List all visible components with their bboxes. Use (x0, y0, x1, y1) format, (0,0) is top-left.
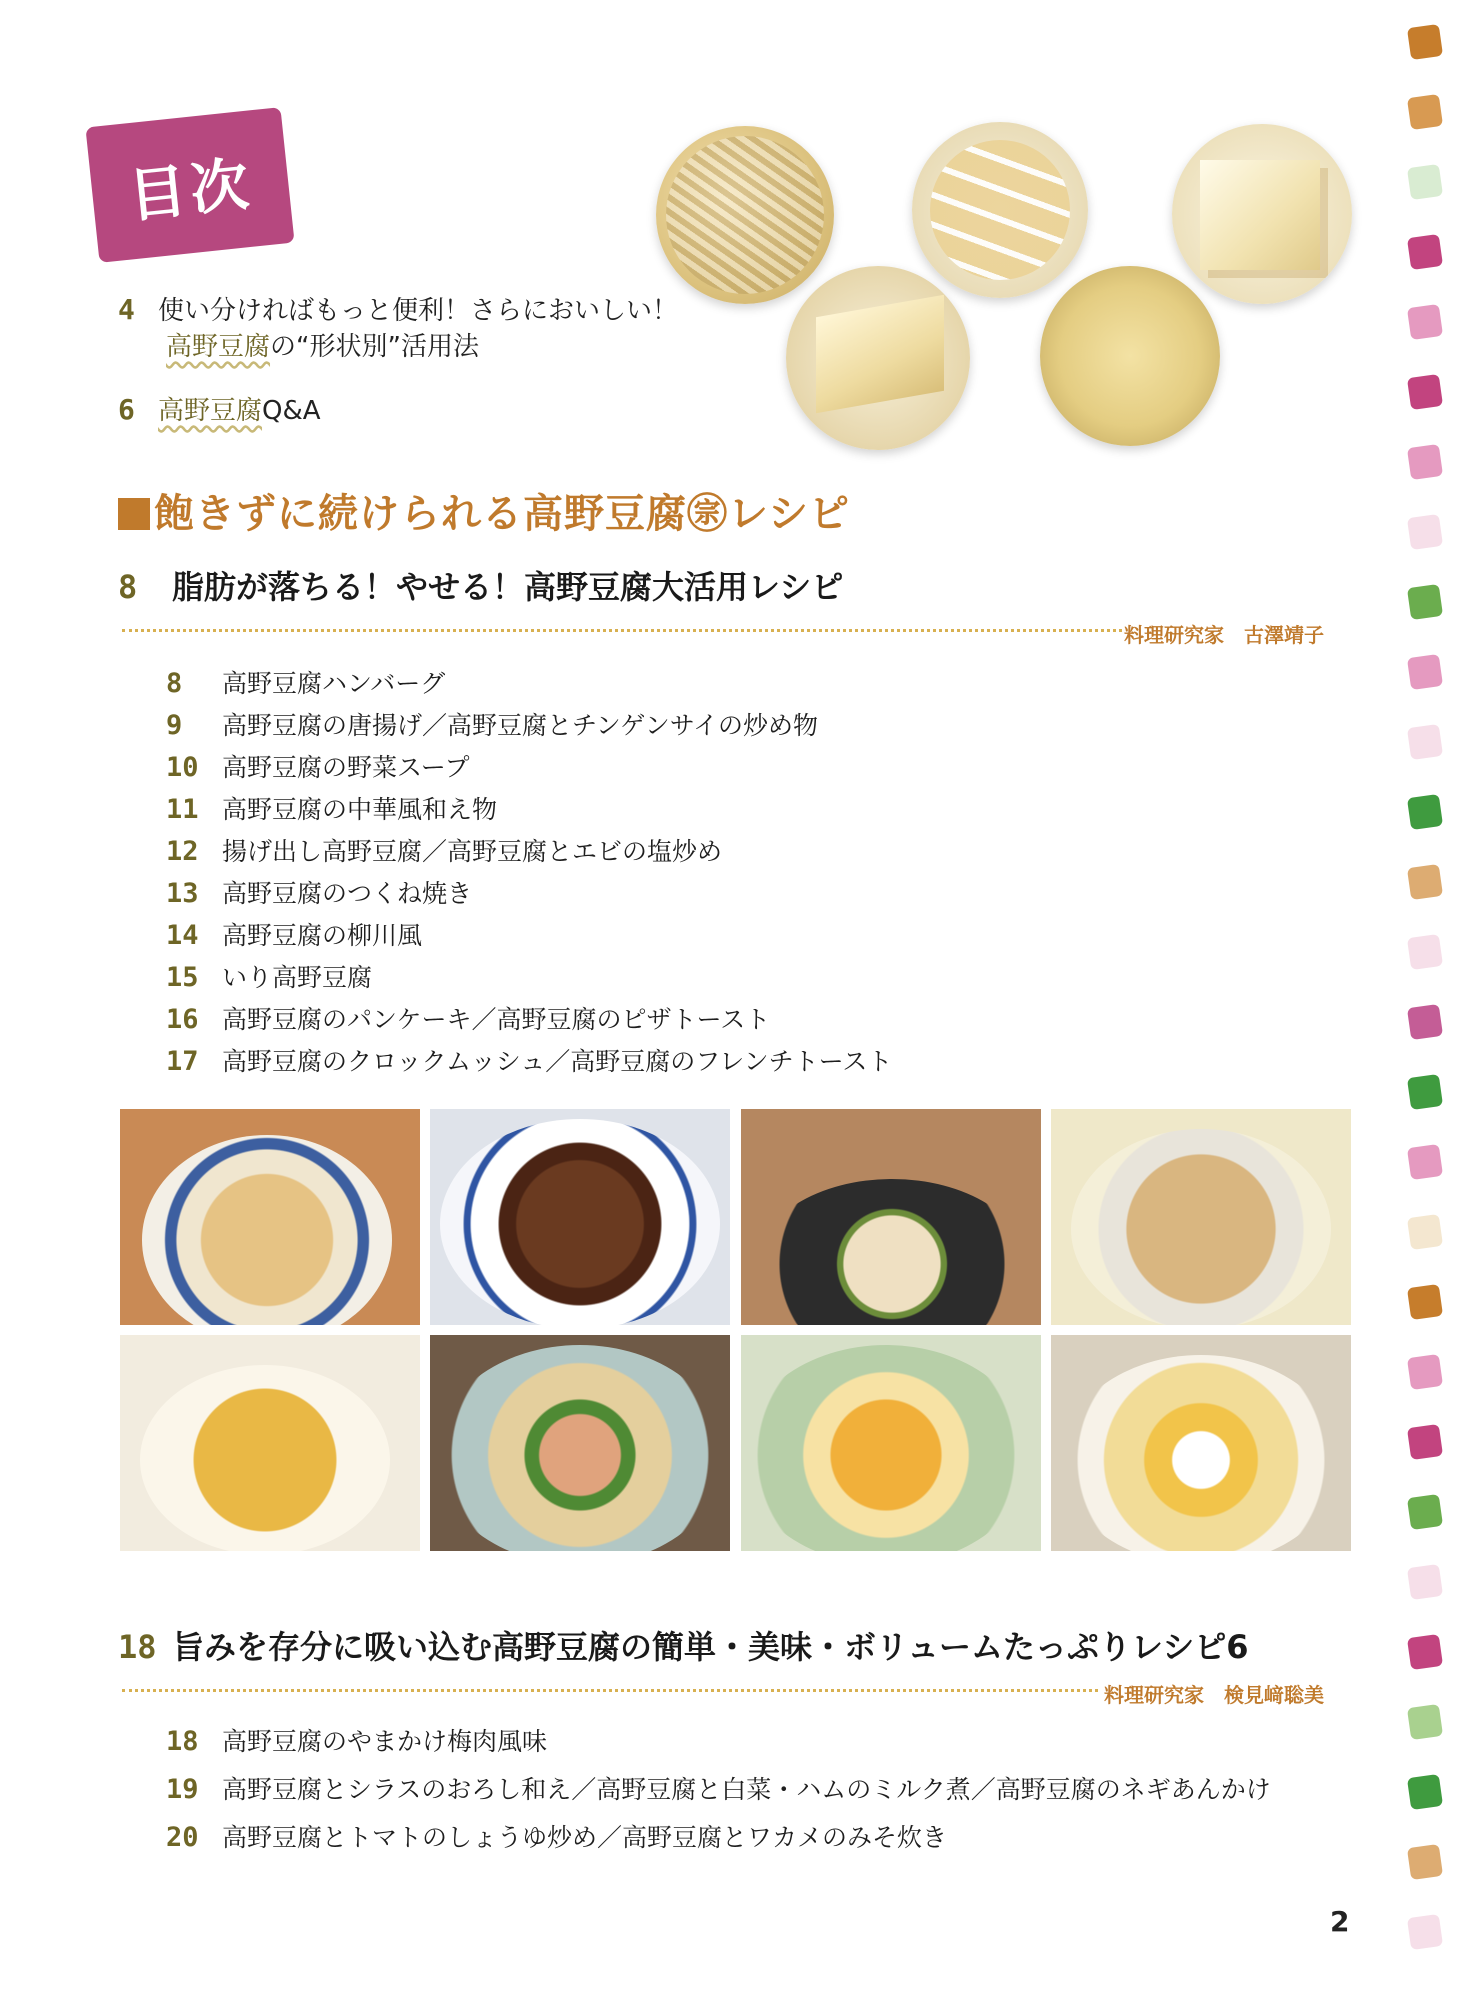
decorative-swatch (1407, 94, 1443, 130)
recipe-title: いり高野豆腐 (222, 963, 373, 992)
chapter-2-heading[interactable] (118, 1622, 1249, 1668)
page-number: 14 (166, 920, 199, 951)
chapter-title: 旨みを存分に吸い込む高野豆腐の簡単・美味・ボリュームたっぷりレシピ6 (172, 1628, 1249, 1666)
decorative-swatch (1407, 1214, 1443, 1250)
decorative-swatch (1407, 24, 1443, 60)
chapter-2-author: 料理研究家 検見﨑聡美 (1104, 1683, 1324, 1707)
recipe-title: 高野豆腐の野菜スープ (222, 753, 470, 782)
decorative-swatch (1407, 1494, 1443, 1530)
recipe-entry[interactable] (166, 1824, 947, 1851)
decorative-swatch (1407, 1144, 1443, 1180)
toc-entry-form-guide[interactable] (118, 290, 678, 327)
recipe-title: 高野豆腐ハンバーグ (222, 669, 446, 698)
photo-shrimp-stirfry (430, 1335, 730, 1551)
dotted-divider (122, 629, 1122, 632)
dotted-divider (122, 1689, 1098, 1692)
recipe-entry[interactable] (166, 1006, 770, 1033)
toc-entry-qa[interactable] (118, 390, 321, 427)
decorative-swatch (1407, 1634, 1443, 1670)
recipe-entry[interactable] (166, 838, 722, 865)
recipe-title: 高野豆腐のつくね焼き (222, 879, 473, 908)
recipe-title: 高野豆腐の柳川風 (222, 921, 423, 950)
recipe-title: 高野豆腐のやまかけ梅肉風味 (222, 1727, 548, 1756)
page-number: 18 (166, 1726, 199, 1757)
decorative-swatch (1407, 1774, 1443, 1810)
recipe-title: 高野豆腐とトマトのしょうゆ炒め／高野豆腐とワカメのみそ炊き (222, 1823, 948, 1852)
recipe-entry[interactable] (166, 964, 372, 991)
decorative-swatch (1407, 1424, 1443, 1460)
recipe-entry[interactable] (166, 880, 472, 907)
section-title: 飽きずに続けられる高野豆腐㊪レシピ (154, 491, 850, 537)
decorative-swatch (1407, 1914, 1443, 1950)
decorative-swatch (1407, 864, 1443, 900)
photo-agedashi-koya (741, 1109, 1041, 1325)
recipe-entry[interactable] (166, 1728, 547, 1755)
decorative-swatch (1407, 514, 1443, 550)
page-number: 16 (166, 1004, 199, 1035)
decorative-swatch (1407, 724, 1443, 760)
page-number: 9 (166, 710, 183, 741)
entry-title: 使い分ければもっと便利！さらにおいしい！ (158, 296, 679, 326)
decorative-swatch (1407, 934, 1443, 970)
decorative-swatch (1407, 1844, 1443, 1880)
page-number: 13 (166, 878, 199, 909)
section-heading (118, 482, 850, 539)
page-number: 12 (166, 836, 199, 867)
chapter-title: 脂肪が落ちる！やせる！高野豆腐大活用レシピ (172, 568, 844, 606)
page-number: 8 (166, 668, 183, 699)
recipe-title: 高野豆腐とシラスのおろし和え／高野豆腐と白菜・ハムのミルク煮／高野豆腐のネギあんかけ (222, 1775, 1271, 1804)
chapter-1-author: 料理研究家 古澤靖子 (1124, 623, 1324, 647)
page-number: 6 (118, 393, 135, 426)
entry-title: Q&A (262, 396, 321, 426)
recipe-title: 揚げ出し高野豆腐／高野豆腐とエビの塩炒め (222, 837, 723, 866)
recipe-entry[interactable] (166, 670, 445, 697)
toc-entry-form-guide-line2 (166, 326, 479, 363)
highlight-text: 高野豆腐 (158, 396, 263, 426)
decorative-swatch (1407, 234, 1443, 270)
decorative-swatch (1407, 584, 1443, 620)
recipe-entry[interactable] (166, 1776, 1271, 1803)
decorative-swatch (1407, 654, 1443, 690)
page-number: 10 (166, 752, 199, 783)
photo-koya-blocks (786, 266, 970, 450)
page-number: 19 (166, 1774, 199, 1805)
recipe-title: 高野豆腐の唐揚げ／高野豆腐とチンゲンサイの炒め物 (222, 711, 819, 740)
recipe-entry[interactable] (166, 922, 422, 949)
page-number: 11 (166, 794, 199, 825)
entry-subtitle: の“形状別”活用法 (270, 332, 479, 362)
photo-koya-sticks (656, 126, 834, 304)
decorative-swatch (1407, 164, 1443, 200)
photo-croque-monsieur (741, 1335, 1041, 1551)
decorative-swatch (1407, 1284, 1443, 1320)
decorative-swatch (1407, 1354, 1443, 1390)
decorative-swatch (1407, 794, 1443, 830)
photo-chinese-aemono (1051, 1109, 1351, 1325)
recipe-title: 高野豆腐のパンケーキ／高野豆腐のピザトースト (222, 1005, 771, 1034)
recipe-entry[interactable] (166, 712, 818, 739)
recipe-title: 高野豆腐の中華風和え物 (222, 795, 498, 824)
photo-koya-cubes (1172, 124, 1352, 304)
photo-french-toast (120, 1335, 420, 1551)
photo-pancake (1051, 1335, 1351, 1551)
chapter-1-heading[interactable] (118, 562, 843, 608)
page-number: 20 (166, 1822, 199, 1853)
page-number: 15 (166, 962, 199, 993)
photo-vegetable-soup (120, 1109, 420, 1325)
decorative-swatch (1407, 1074, 1443, 1110)
recipe-entry[interactable] (166, 1048, 892, 1075)
recipe-title: 高野豆腐のクロックムッシュ／高野豆腐のフレンチトースト (222, 1047, 893, 1076)
decorative-swatch (1407, 444, 1443, 480)
decorative-swatch (1407, 1564, 1443, 1600)
photo-hamburg-steak (430, 1109, 730, 1325)
decorative-swatch (1407, 1004, 1443, 1040)
toc-title: 目次 (125, 149, 256, 231)
decorative-swatch (1407, 304, 1443, 340)
decorative-swatch (1407, 374, 1443, 410)
highlight-text: 高野豆腐 (166, 332, 271, 362)
toc-title-stamp (85, 107, 294, 263)
square-bullet-icon (118, 498, 150, 530)
photo-koya-dice (912, 122, 1088, 298)
photo-koya-powder (1040, 266, 1220, 446)
page-number: 8 (118, 568, 138, 606)
page-number: 17 (166, 1046, 199, 1077)
recipe-entry[interactable] (166, 754, 470, 781)
page-number-footer: 2 (1330, 1905, 1350, 1938)
recipe-entry[interactable] (166, 796, 497, 823)
decorative-swatch (1407, 1704, 1443, 1740)
page-number: 18 (118, 1628, 157, 1666)
page-number: 4 (118, 293, 135, 326)
